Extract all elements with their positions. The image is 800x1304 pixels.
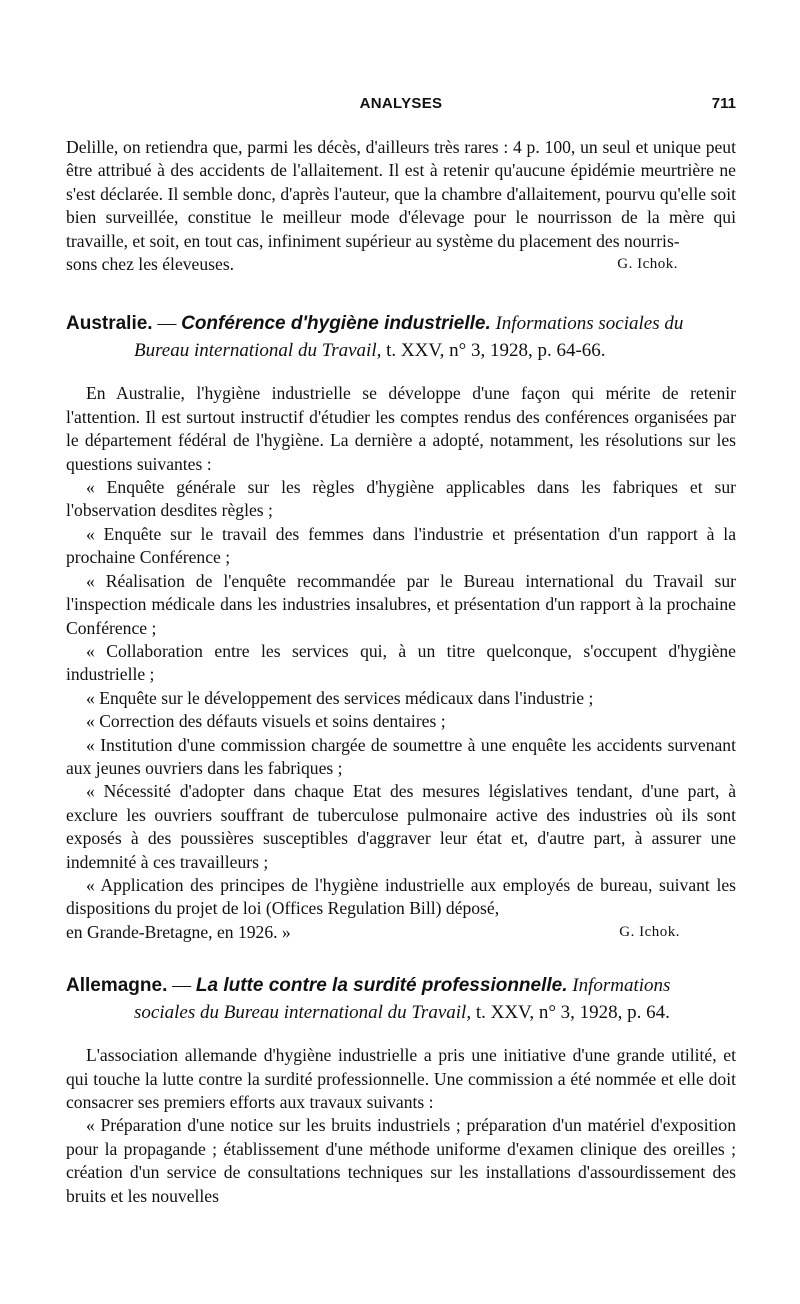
section2-paragraph: L'association allemande d'hygiène industrielle a pris une initiative d'une grande utilité, et qui touche la lutte contre la surdité professionnelle. Une commission a été nommée et elle doit consacrer ses premiers efforts aux travaux suivants : bbox=[66, 1045, 736, 1112]
resolution-item: « Réalisation de l'enquête recommandée par le Bureau international du Travail sur l'inspection médicale dans les industries insalubres, et présentation d'un rapport à la prochaine Conférence ; bbox=[66, 570, 736, 638]
intro-paragraph: Delille, on retiendra que, parmi les décès, d'ailleurs très rares : 4 p. 100, un seul et unique peut être attribué à des accidents de l'allaitement. Il est à retenir qu'aucune épidémie meurtrière ne s'est déclarée. Il semble donc, d'après l'auteur, que la chambre d'allaitement, pourvu qu'elle soit bien surveillée, constitue le meilleur mode d'élevage pour le nourrisson de la mère qui travaille, et soit, en tout cas, infiniment supérieur au système du placement des nourris- bbox=[66, 137, 736, 251]
commission-task-item: « Préparation d'une notice sur les bruits industriels ; préparation d'un matériel d'exposition pour la propagande ; établissement d'une méthode uniforme d'examen clinique des oreilles ; création d'un service de consultations techniques sur les installations d'assourdissement des bruits et les nouvelles bbox=[66, 1115, 736, 1206]
heading-dash: — bbox=[152, 313, 182, 335]
page-body bbox=[66, 136, 736, 1208]
intro-signature: G. Ichok. bbox=[617, 256, 678, 273]
resolution-item: « Enquête sur le développement des services médicaux dans l'industrie ; bbox=[86, 687, 594, 708]
country-allemagne: Allemagne. bbox=[66, 975, 168, 997]
heading-dash: — bbox=[167, 975, 196, 997]
section1-paragraph: En Australie, l'hygiène industrielle se développe d'une façon qui mérite de retenir l'attention. Il est surtout instructif d'étudier les comptes rendus des conférences organisées par le département fédéral de l'hygiène. La dernière a adopté, notamment, les résolutions sur les questions suivantes : bbox=[66, 383, 736, 474]
section-heading-allemagne bbox=[66, 972, 736, 1026]
section1-last-line: en Grande-Bretagne, en 1926. » bbox=[66, 921, 291, 942]
resolution-item: « Nécessité d'adopter dans chaque Etat des mesures législatives tendant, d'une part, à exclure les ouvriers souffrant de tuberculose pulmonaire active des industries où ils sont exposés à des poussières susceptibles d'aggraver leur état et, d'autre part, à assurer une indemnité à ces travailleurs ; bbox=[66, 781, 736, 872]
article-reference: t. XXV, n° 3, 1928, p. 64. bbox=[471, 1002, 670, 1024]
running-head: ANALYSES bbox=[359, 95, 443, 112]
article-reference: t. XXV, n° 3, 1928, p. 64-66. bbox=[381, 340, 606, 362]
article-source: Informations sociales du Bureau international du Travail, bbox=[134, 975, 671, 1024]
resolution-item: « Enquête générale sur les règles d'hygiène applicables dans les fabriques et sur l'observation desdites règles ; bbox=[66, 477, 736, 521]
page-header bbox=[66, 92, 736, 116]
resolution-item: « Enquête sur le travail des femmes dans l'industrie et présentation d'un rapport à la prochaine Conférence ; bbox=[66, 523, 736, 568]
resolution-item: « Application des principes de l'hygiène industrielle aux employés de bureau, suivant les dispositions du projet de loi (Offices Regulation Bill) déposé, bbox=[66, 874, 736, 919]
intro-last-line: sons chez les éleveuses. bbox=[66, 254, 235, 275]
country-australie: Australie. bbox=[66, 313, 153, 335]
section1-signature: G. Ichok. bbox=[619, 923, 680, 940]
intro-signature-line bbox=[66, 253, 736, 276]
article-source: Informations sociales du Bureau international du Travail, bbox=[134, 313, 684, 362]
page-number: 711 bbox=[711, 95, 736, 112]
resolution-item: « Correction des défauts visuels et soins dentaires ; bbox=[86, 711, 446, 732]
article-title: La lutte contre la surdité professionnelle. bbox=[195, 975, 568, 997]
article-title: Conférence d'hygiène industrielle. bbox=[181, 313, 491, 335]
resolution-item: « Collaboration entre les services qui, à un titre quelconque, s'occupent d'hygiène industrielle ; bbox=[66, 640, 736, 685]
section-heading-australie bbox=[66, 310, 736, 364]
section1-signature-line bbox=[66, 921, 736, 944]
resolution-item: « Institution d'une commission chargée de soumettre à une enquête les accidents survenant aux jeunes ouvriers dans les fabriques ; bbox=[66, 734, 736, 778]
